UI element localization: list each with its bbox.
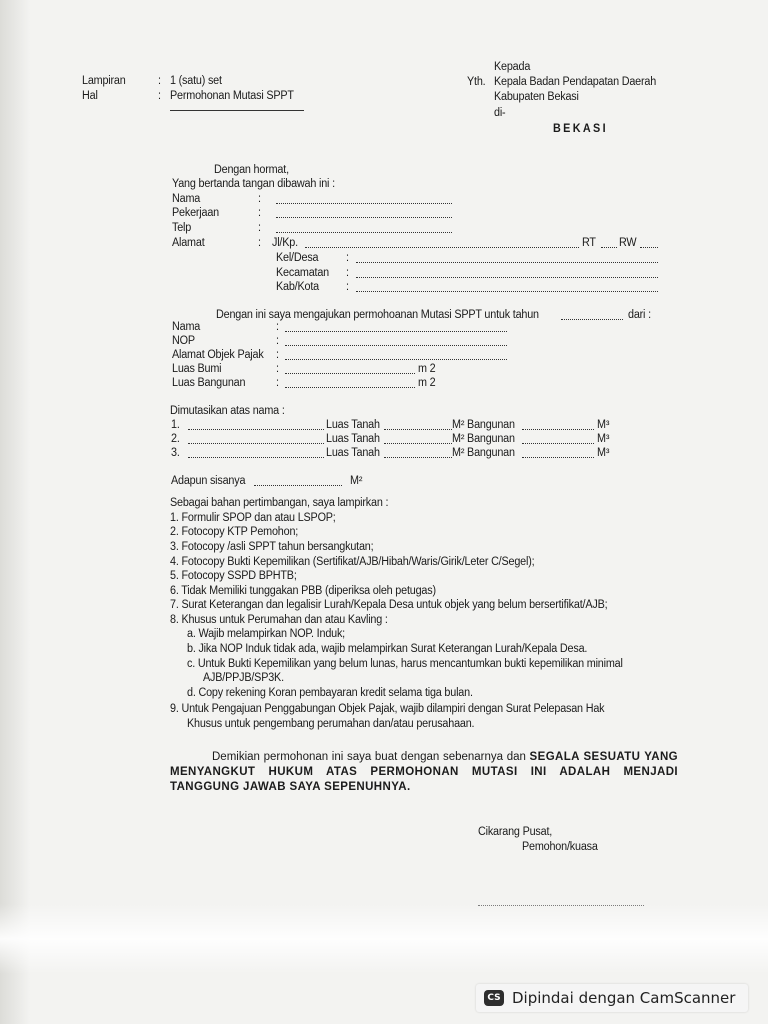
signature-line[interactable] — [478, 905, 644, 906]
kecamatan-field[interactable] — [356, 277, 658, 278]
attachments-intro: Sebagai bahan pertimbangan, saya lampirkan : — [170, 497, 389, 509]
mutation-row-3-tanah: Luas Tanah — [326, 447, 380, 459]
objek-nama-colon: : — [276, 321, 279, 333]
di-label: di- — [494, 107, 506, 119]
yth-label: Yth. — [467, 76, 486, 88]
mutation-row-1-bangunan: M² Bangunan — [452, 419, 515, 431]
mutation-row-1-no: 1. — [171, 419, 180, 431]
attachment-sub-item: a. Wajib melampirkan NOP. Induk; — [187, 628, 346, 640]
alamat-colon: : — [258, 237, 261, 249]
signature-role: Pemohon/kuasa — [522, 841, 598, 853]
pekerjaan-field[interactable] — [276, 217, 452, 218]
attachment-item: 3. Fotocopy /asli SPPT tahun bersangkutan; — [170, 541, 374, 553]
mutation-row-3-name-field[interactable] — [188, 457, 324, 458]
luas-bumi-field[interactable] — [285, 373, 415, 374]
nama-label: Nama — [172, 193, 201, 205]
request-statement: Dengan ini saya mengajukan permohoanan Mutasi SPPT untuk tahun — [216, 309, 539, 321]
mutation-title: Dimutasikan atas nama : — [170, 405, 285, 417]
attachment-sub-item-cont: AJB/PPJB/SP3K. — [203, 672, 284, 684]
rt-field[interactable] — [601, 247, 617, 248]
rw-label: RW — [619, 237, 637, 249]
attachment-sub-item: d. Copy rekening Koran pembayaran kredit selama tiga bulan. — [187, 687, 473, 699]
luas-bangunan-colon: : — [276, 377, 279, 389]
nama-colon: : — [258, 193, 261, 205]
attachment-sub-item: c. Untuk Bukti Kepemilikan yang belum lunas, harus mencantumkan bukti kepemilikan minimal — [187, 658, 623, 670]
kecamatan-label: Kecamatan — [276, 267, 329, 279]
attachment-item-9: 9. Untuk Pengajuan Penggabungan Objek Pajak, wajib dilampiri dengan Surat Pelepasan Hak — [170, 703, 605, 715]
mutation-row-1-name-field[interactable] — [188, 429, 324, 430]
hal-label: Hal — [82, 90, 98, 102]
kab-kota-colon: : — [346, 281, 349, 293]
mutation-row-3-tanah-field[interactable] — [384, 457, 452, 458]
attachment-item: 4. Fotocopy Bukti Kepemilikan (Sertifikat/AJB/Hibah/Waris/Girik/Leter C/Segel); — [170, 556, 535, 568]
alamat-label: Alamat — [172, 237, 205, 249]
attachment-sub-item: b. Jika NOP Induk tidak ada, wajib melampirkan Surat Keterangan Lurah/Kepala Desa. — [187, 643, 588, 655]
nama-field[interactable] — [276, 203, 452, 204]
kepada-label: Kepada — [494, 61, 531, 73]
attachment-item: 2. Fotocopy KTP Pemohon; — [170, 526, 299, 538]
pekerjaan-label: Pekerjaan — [172, 207, 219, 219]
mutation-row-3-bangunan-field[interactable] — [522, 457, 594, 458]
attachment-item-9-cont: Khusus untuk pengembang perumahan dan/atau perusahaan. — [187, 718, 475, 730]
attachment-item: 5. Fotocopy SSPD BPHTB; — [170, 570, 297, 582]
attachment-item: 8. Khusus untuk Perumahan dan atau Kavling : — [170, 614, 388, 626]
rt-label: RT — [582, 237, 596, 249]
lampiran-value: 1 (satu) set — [170, 75, 222, 87]
nop-field[interactable] — [285, 345, 507, 346]
mutation-row-2-no: 2. — [171, 433, 180, 445]
mutation-row-1-unit: M³ — [597, 419, 610, 431]
telp-label: Telp — [172, 222, 192, 234]
alamat-objek-field[interactable] — [285, 359, 507, 360]
objek-nama-field[interactable] — [285, 331, 507, 332]
camscanner-text: Dipindai dengan CamScanner — [512, 989, 736, 1007]
tahun-field[interactable] — [561, 319, 623, 320]
attachment-item: 7. Surat Keterangan dan legalisir Lurah/Kepala Desa untuk objek yang belum bersertifikat/AJB; — [170, 599, 608, 611]
hal-underline — [170, 110, 304, 111]
mutation-row-2-name-field[interactable] — [188, 443, 324, 444]
hal-colon: : — [158, 90, 161, 102]
dari-label: dari : — [628, 309, 651, 321]
telp-colon: : — [258, 222, 261, 234]
applicant-intro: Yang bertanda tangan dibawah ini : — [172, 178, 335, 190]
mutation-row-2-bangunan-field[interactable] — [522, 443, 594, 444]
kab-kota-label: Kab/Kota — [276, 281, 319, 293]
luas-bumi-unit: m 2 — [418, 363, 436, 375]
kab-kota-field[interactable] — [356, 291, 658, 292]
mutation-row-3-no: 3. — [171, 447, 180, 459]
jl-kp-field[interactable] — [305, 247, 579, 248]
telp-field[interactable] — [276, 232, 452, 233]
alamat-objek-label: Alamat Objek Pajak — [172, 349, 264, 361]
luas-bumi-label: Luas Bumi — [172, 363, 222, 375]
sisanya-unit: M² — [350, 475, 363, 487]
kecamatan-colon: : — [346, 267, 349, 279]
mutation-row-3-bangunan: M² Bangunan — [452, 447, 515, 459]
attachment-item: 6. Tidak Memiliki tunggakan PBB (diperiksa oleh petugas) — [170, 585, 436, 597]
recipient-line-2: Kabupaten Bekasi — [494, 91, 579, 103]
luas-bumi-colon: : — [276, 363, 279, 375]
mutation-row-1-bangunan-field[interactable] — [522, 429, 594, 430]
nop-label: NOP — [172, 335, 195, 347]
sisanya-label: Adapun sisanya — [171, 475, 246, 487]
sisanya-field[interactable] — [254, 485, 342, 486]
luas-bangunan-field[interactable] — [285, 387, 415, 388]
luas-bangunan-unit: m 2 — [418, 377, 436, 389]
closing-text: Demikian permohonan ini saya buat dengan sebenarnya dan — [212, 751, 526, 763]
alamat-objek-colon: : — [276, 349, 279, 361]
attachment-item: 1. Formulir SPOP dan atau LSPOP; — [170, 512, 336, 524]
lampiran-label: Lampiran — [82, 75, 126, 87]
kel-desa-colon: : — [346, 252, 349, 264]
objek-nama-label: Nama — [172, 321, 201, 333]
mutation-row-2-bangunan: M² Bangunan — [452, 433, 515, 445]
mutation-row-1-tanah-field[interactable] — [384, 429, 452, 430]
closing-paragraph — [170, 750, 678, 795]
mutation-row-3-unit: M³ — [597, 447, 610, 459]
pekerjaan-colon: : — [258, 207, 261, 219]
mutation-row-2-tanah: Luas Tanah — [326, 433, 380, 445]
lampiran-colon: : — [158, 75, 161, 87]
camscanner-logo-icon: CS — [484, 990, 504, 1006]
kel-desa-label: Kel/Desa — [276, 252, 319, 264]
hal-value: Permohonan Mutasi SPPT — [170, 90, 294, 102]
closing-emphasis: SEGALA SESUATU YANG MENYANGKUT HUKUM ATAS PERMOHONAN MUTASI INI ADALAH MENJADI TANGGUNG JAWAB SAYA SEPENUHNYA. — [170, 751, 678, 793]
city-label: BEKASI — [553, 123, 608, 135]
jl-kp-label: Jl/Kp. — [272, 237, 298, 249]
mutation-row-2-unit: M³ — [597, 433, 610, 445]
mutation-row-2-tanah-field[interactable] — [384, 443, 452, 444]
nop-colon: : — [276, 335, 279, 347]
rw-field[interactable] — [640, 247, 658, 248]
greeting: Dengan hormat, — [214, 164, 289, 176]
signature-place: Cikarang Pusat, — [478, 826, 553, 838]
luas-bangunan-label: Luas Bangunan — [172, 377, 246, 389]
camscanner-watermark — [476, 984, 748, 1012]
mutation-row-1-tanah: Luas Tanah — [326, 419, 380, 431]
kel-desa-field[interactable] — [356, 262, 658, 263]
recipient-line-1: Kepala Badan Pendapatan Daerah — [494, 76, 657, 88]
